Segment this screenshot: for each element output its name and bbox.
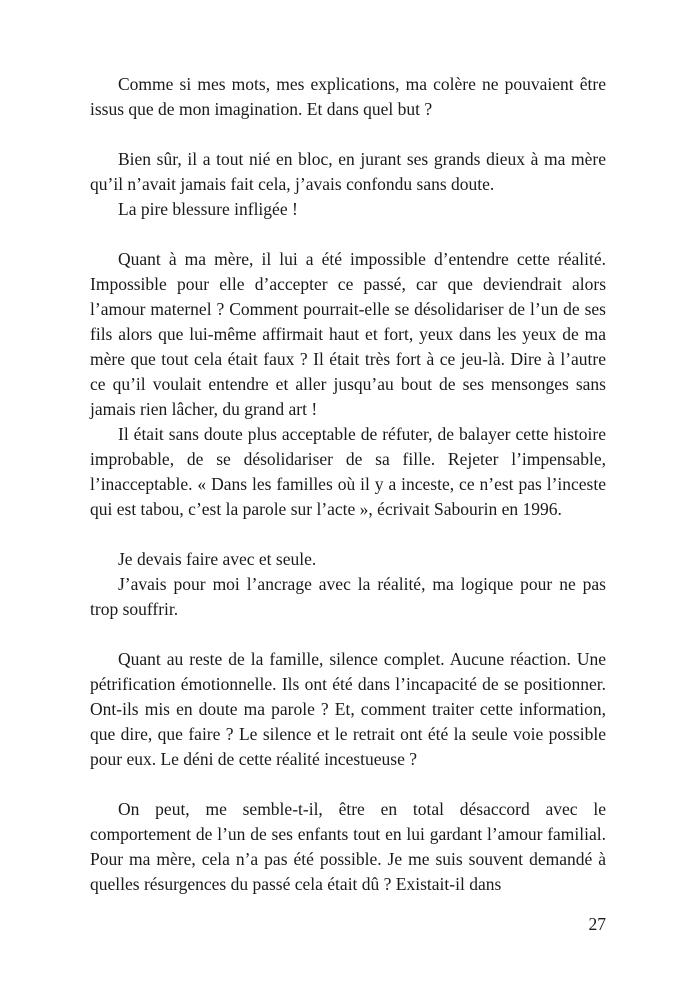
paragraph: Bien sûr, il a tout nié en bloc, en jurant ses grands dieux à ma mère qu’il n’avait jamais fait cela, j’avais confondu sans doute.	[90, 149, 606, 194]
paragraph: Comme si mes mots, mes explications, ma colère ne pouvaient être issus que de mon imagination. Et dans quel but ?	[90, 74, 606, 119]
paragraph: J’avais pour moi l’ancrage avec la réalité, ma logique pour ne pas trop souffrir.	[90, 574, 606, 619]
paragraph: On peut, me semble-t-il, être en total désaccord avec le comportement de l’un de ses enfants tout en lui gardant l’amour familial. Pour ma mère, cela n’a pas été possible. Je me suis souvent demandé à quelles résurgences du passé cela était dû ? Existait-il dans	[90, 799, 606, 894]
page-body	[90, 72, 606, 897]
page-number: 27	[588, 914, 606, 934]
paragraph: Il était sans doute plus acceptable de réfuter, de balayer cette histoire improbable, de se désolidariser de sa fille. Rejeter l’impensable, l’inacceptable. « Dans les familles où il y a inceste, ce n’est pas l’inceste qui est tabou, c’est la parole sur l’acte », écrivait Sabourin en 1996.	[90, 424, 606, 519]
paragraph: Quant au reste de la famille, silence complet. Aucune réaction. Une pétrification émotionnelle. Ils ont été dans l’incapacité de se positionner. Ont-ils mis en doute ma parole ? Et, comment traiter cette information, que dire, que faire ? Le silence et le retrait ont été la seule voie possible pour eux. Le déni de cette réalité incestueuse ?	[90, 649, 606, 769]
paragraph: Je devais faire avec et seule.	[118, 549, 317, 569]
paragraph: Quant à ma mère, il lui a été impossible d’entendre cette réalité. Impossible pour elle d’accepter ce passé, car que deviendrait alors l’amour maternel ? Comment pourrait-elle se désolidariser de l’un de ses fils alors que lui-même affirmait haut et fort, yeux dans les yeux de ma mère que tout cela était faux ? Il était très fort à ce jeu-là. Dire à l’autre ce qu’il voulait entendre et aller jusqu’au bout de ses mensonges sans jamais rien lâcher, du grand art !	[90, 249, 606, 419]
paragraph: La pire blessure infligée !	[118, 199, 298, 219]
